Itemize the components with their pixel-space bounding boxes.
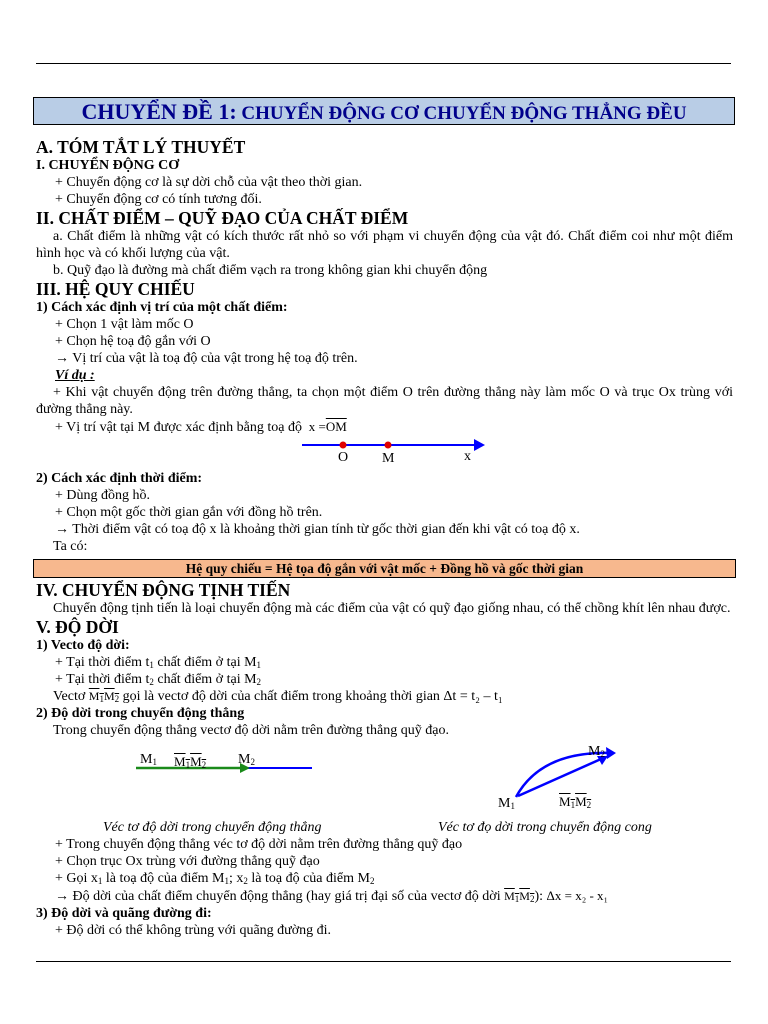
section-v-sub1: 1) Vecto độ dời: — [36, 638, 130, 653]
section-v-sub2: 2) Độ dời trong chuyển động thẳng — [36, 706, 245, 721]
section-v-b3: + Gọi $x_1$ là toạ độ của điểm $M_1$; $x_2$ là toạ độ của điểm $M_2$ — [55, 871, 375, 886]
section-iii-heading: III. HỆ QUY CHIẾU — [36, 279, 195, 299]
section-i-line2: + Chuyển động cơ có tính tương đối. — [55, 192, 262, 207]
bottom-rule — [36, 961, 731, 962]
point-m-dot — [385, 442, 392, 449]
section-v-sub3: 3) Độ dời và quãng đường đi: — [36, 906, 212, 921]
caption-straight: Véc tơ độ dời trong chuyển động thẳng — [103, 820, 322, 835]
curve-label-m1: $M_1$ — [498, 796, 515, 811]
section-a-heading: A. TÓM TẮT LÝ THUYẾT — [36, 137, 246, 157]
vector-m1m2-inline: $M_1M_2$ — [88, 689, 120, 704]
section-ii-para-a: a. Chất điểm là những vật có kích thước rất nhỏ so với phạm vi chuyển động của vật đó. Chất điểm coi như một điểm hình học và có khối lượng của vật. — [36, 229, 733, 261]
section-iii-l2: + Chọn hệ toạ độ gắn với O — [55, 334, 211, 349]
section-iii-l1: + Chọn 1 vật làm mốc O — [55, 317, 194, 332]
straight-label-m2: $M_2$ — [238, 752, 255, 767]
section-v-heading: V. ĐỘ DỜI — [36, 617, 119, 637]
curve-label-m1m2: $M_1M_2$ — [559, 794, 592, 810]
section-v-b4: → Độ dời của chất điểm chuyển động thẳng (hay giá trị đại số của vectơ độ dời $M_1M_2$): Δx = x₂ - x₁ — [55, 888, 609, 904]
section-v-c1: + Độ dời có thể không trùng với quãng đường đi. — [55, 923, 332, 938]
straight-label-m1: $M_1$ — [140, 752, 157, 767]
section-v-b2: + Chọn trục Ox trùng với đường thẳng quỹ đạo — [55, 854, 320, 869]
displacement-figures — [36, 739, 733, 819]
reference-frame-box: Hệ quy chiếu = Hệ tọa độ gắn với vật mốc + Đồng hồ và gốc thời gian — [33, 559, 736, 578]
section-ii-heading: II. CHẤT ĐIỂM – QUỸ ĐẠO CỦA CHẤT ĐIỂM — [36, 208, 409, 228]
curved-trajectory-arrowhead — [606, 747, 616, 759]
section-v-b1: + Trong chuyển động thẳng véc tơ độ dời nằm trên đường thẳng quỹ đạo — [55, 837, 463, 852]
vector-m1m2-inline-2: $M_1M_2$ — [504, 889, 535, 904]
section-iii-t3: → Thời điểm vật có toạ độ x là khoảng thời gian tính từ gốc thời gian đến khi vật có toạ độ x. — [55, 522, 580, 537]
axis-label-o: O — [338, 450, 349, 465]
section-v-p2: Trong chuyển động thẳng vectơ độ dời nằm trên đường thẳng quỹ đạo. — [53, 723, 449, 738]
top-rule — [36, 63, 731, 64]
section-iii-sub1: 1) Cách xác định vị trí của một chất điểm: — [36, 300, 288, 315]
section-v-vecto: Vectơ $M_1M_2$ gọi là vectơ độ dời của chất điểm trong khoảng thời gian Δt = t₂ – t₁ — [53, 689, 503, 704]
curve-label-m2: $M_2$ — [588, 744, 605, 759]
example-label: Ví dụ : — [55, 368, 95, 383]
axis-label-x: x — [464, 449, 471, 464]
section-iv-heading: IV. CHUYỂN ĐỘNG TỊNH TIẾN — [36, 580, 291, 600]
section-iii-sub2: 2) Cách xác định thời điểm: — [36, 471, 203, 486]
section-i-line1: + Chuyển động cơ là sự dời chỗ của vật theo thời gian. — [55, 175, 363, 190]
axis-figure — [36, 436, 733, 470]
x-axis-arrowhead — [474, 439, 485, 451]
straight-label-m1m2: $M_1M_2$ — [174, 754, 207, 770]
section-iii-t2: + Chọn một gốc thời gian gắn với đồng hồ trên. — [55, 505, 323, 520]
section-iv-para: Chuyển động tịnh tiến là loại chuyển động mà các điểm của vật có quỹ đạo giống nhau, có thể chồng khít lên nhau được. — [53, 601, 731, 616]
section-v-l2: + Tại thời điểm $t_2$ chất điểm ở tại $M_2$ — [55, 672, 262, 687]
caption-curve: Véc tơ đọ dời trong chuyển động cong — [438, 820, 652, 835]
section-i-heading: I. CHUYỂN ĐỘNG CƠ — [36, 158, 180, 173]
document-body — [36, 137, 733, 939]
section-iii-t1: + Dùng đồng hồ. — [55, 488, 151, 503]
section-iii-example1: + Khi vật chuyển động trên đường thẳng, ta chọn một điểm O trên đường thẳng này làm mốc O và trục Ox trùng với đường thẳng này. — [36, 385, 733, 417]
figure-captions — [36, 819, 733, 836]
axis-label-m: M — [382, 451, 395, 466]
point-o-dot — [340, 442, 347, 449]
delta-x-formula: Δx = x₂ - x₁ — [546, 888, 609, 903]
chapter-title-prefix: CHUYỂN ĐỀ 1: — [81, 99, 237, 124]
section-iii-l3: → Vị trí của vật là toạ độ của vật trong hệ toạ độ trên. — [55, 351, 358, 366]
chapter-title-text: CHUYỂN ĐỘNG CƠ CHUYỂN ĐỘNG THẲNG ĐỀU — [241, 103, 687, 124]
section-iii-taco: Ta có: — [53, 539, 88, 554]
chapter-title — [33, 97, 735, 125]
section-ii-para-b: b. Quỹ đạo là đường mà chất điểm vạch ra trong không gian khi chuyển động — [53, 263, 488, 278]
section-iii-example2: + Vị trí vật tại M được xác định bằng toạ độ — [55, 420, 302, 435]
position-formula: $x =\overline{OM}$ — [308, 419, 347, 434]
section-v-l1: + Tại thời điểm $t_1$ chất điểm ở tại $M_1$ — [55, 655, 262, 670]
